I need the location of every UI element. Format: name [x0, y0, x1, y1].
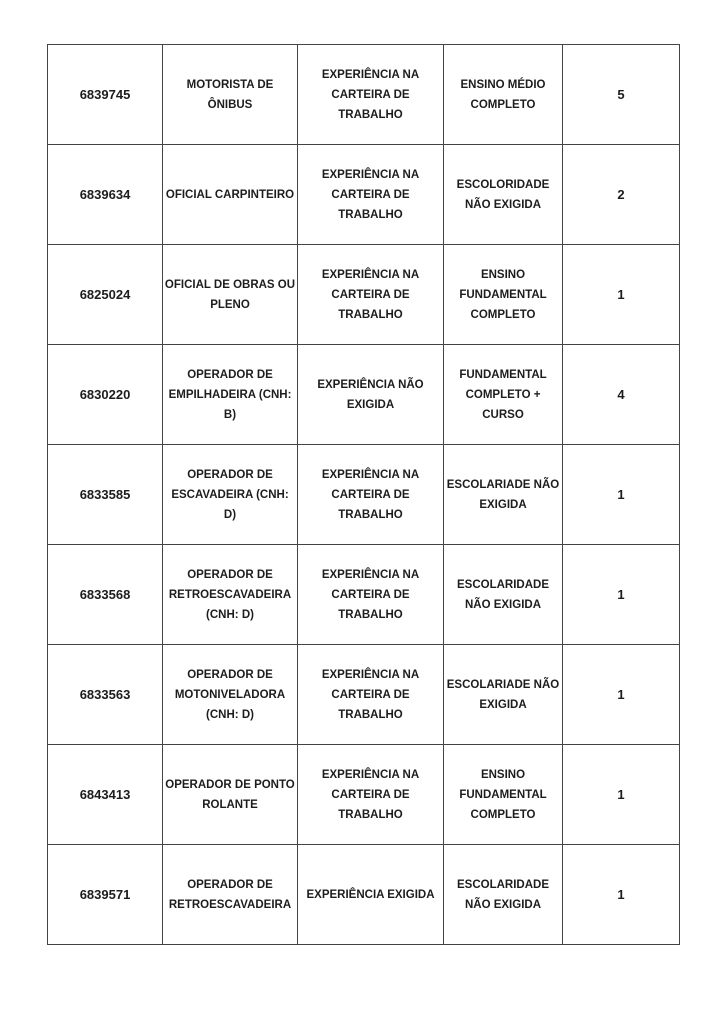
vacancy-id-cell: 6843413 [48, 745, 163, 845]
experience-cell: EXPERIÊNCIA NA CARTEIRA DE TRABALHO [298, 45, 444, 145]
table-row [48, 445, 680, 545]
experience-cell: EXPERIÊNCIA NA CARTEIRA DE TRABALHO [298, 745, 444, 845]
table-row [48, 345, 680, 445]
vacancy-count-cell: 1 [563, 245, 680, 345]
education-cell: ESCOLARIADE NÃO EXIGIDA [444, 645, 563, 745]
position-cell: OFICIAL CARPINTEIRO [163, 145, 298, 245]
job-vacancies-table [47, 44, 680, 945]
vacancy-count-cell: 4 [563, 345, 680, 445]
experience-cell: EXPERIÊNCIA NA CARTEIRA DE TRABALHO [298, 245, 444, 345]
experience-cell: EXPERIÊNCIA NÃO EXIGIDA [298, 345, 444, 445]
table-row [48, 845, 680, 945]
vacancy-count-cell: 1 [563, 645, 680, 745]
table-row [48, 645, 680, 745]
position-cell: OPERADOR DE MOTONIVELADORA (CNH: D) [163, 645, 298, 745]
vacancy-count-cell: 1 [563, 845, 680, 945]
position-cell: OFICIAL DE OBRAS OU PLENO [163, 245, 298, 345]
table-body [48, 45, 680, 945]
education-cell: ENSINO FUNDAMENTAL COMPLETO [444, 245, 563, 345]
vacancy-id-cell: 6839571 [48, 845, 163, 945]
table-row [48, 545, 680, 645]
experience-cell: EXPERIÊNCIA NA CARTEIRA DE TRABALHO [298, 145, 444, 245]
vacancy-id-cell: 6825024 [48, 245, 163, 345]
experience-cell: EXPERIÊNCIA EXIGIDA [298, 845, 444, 945]
vacancy-id-cell: 6833563 [48, 645, 163, 745]
education-cell: ESCOLARIADE NÃO EXIGIDA [444, 445, 563, 545]
vacancy-count-cell: 1 [563, 445, 680, 545]
education-cell: ESCOLARIDADE NÃO EXIGIDA [444, 545, 563, 645]
vacancy-id-cell: 6839745 [48, 45, 163, 145]
education-cell: ESCOLARIDADE NÃO EXIGIDA [444, 845, 563, 945]
table-row [48, 145, 680, 245]
vacancy-id-cell: 6833568 [48, 545, 163, 645]
table-row [48, 745, 680, 845]
vacancy-count-cell: 1 [563, 745, 680, 845]
position-cell: OPERADOR DE RETROESCAVADEIRA (CNH: D) [163, 545, 298, 645]
position-cell: OPERADOR DE RETROESCAVADEIRA [163, 845, 298, 945]
vacancy-count-cell: 2 [563, 145, 680, 245]
position-cell: MOTORISTA DE ÔNIBUS [163, 45, 298, 145]
experience-cell: EXPERIÊNCIA NA CARTEIRA DE TRABALHO [298, 445, 444, 545]
vacancy-count-cell: 5 [563, 45, 680, 145]
experience-cell: EXPERIÊNCIA NA CARTEIRA DE TRABALHO [298, 645, 444, 745]
position-cell: OPERADOR DE ESCAVADEIRA (CNH: D) [163, 445, 298, 545]
education-cell: ESCOLORIDADE NÃO EXIGIDA [444, 145, 563, 245]
table-row [48, 45, 680, 145]
experience-cell: EXPERIÊNCIA NA CARTEIRA DE TRABALHO [298, 545, 444, 645]
vacancy-count-cell: 1 [563, 545, 680, 645]
vacancy-id-cell: 6839634 [48, 145, 163, 245]
table-row [48, 245, 680, 345]
vacancy-id-cell: 6833585 [48, 445, 163, 545]
education-cell: ENSINO FUNDAMENTAL COMPLETO [444, 745, 563, 845]
position-cell: OPERADOR DE PONTO ROLANTE [163, 745, 298, 845]
position-cell: OPERADOR DE EMPILHADEIRA (CNH: B) [163, 345, 298, 445]
vacancy-id-cell: 6830220 [48, 345, 163, 445]
education-cell: ENSINO MÉDIO COMPLETO [444, 45, 563, 145]
education-cell: FUNDAMENTAL COMPLETO + CURSO [444, 345, 563, 445]
